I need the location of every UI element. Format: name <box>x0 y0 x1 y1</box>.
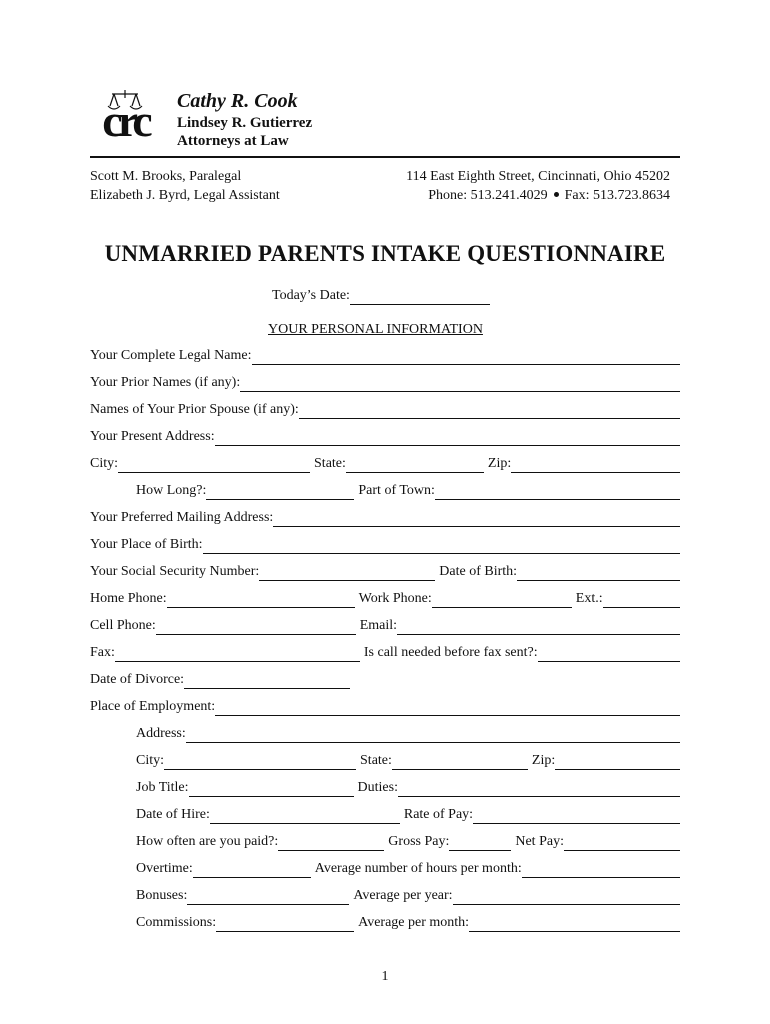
mailing-address-row <box>90 509 680 527</box>
email-field[interactable] <box>397 620 680 635</box>
overtime-label: Overtime: <box>136 861 193 876</box>
prior-spouse-row <box>90 401 680 419</box>
overtime-row <box>136 860 680 878</box>
overtime-field[interactable] <box>193 863 311 878</box>
ssn-dob-row <box>90 563 680 581</box>
how-long-row <box>136 482 680 500</box>
date-of-hire-field[interactable] <box>210 809 400 824</box>
avg-per-month-field[interactable] <box>469 917 680 932</box>
logo-letters: crc <box>102 95 148 144</box>
place-of-birth-field[interactable] <box>203 539 680 554</box>
office-contact <box>428 187 670 205</box>
employer-state-label: State: <box>360 753 392 768</box>
present-address-label: Your Present Address: <box>90 429 215 444</box>
staff-legal-assistant: Elizabeth J. Byrd, Legal Assistant <box>90 188 280 203</box>
place-of-employment-row <box>90 698 680 716</box>
todays-date-row <box>272 287 494 305</box>
prior-names-label: Your Prior Names (if any): <box>90 375 241 390</box>
employer-zip-label: Zip: <box>531 753 556 768</box>
staff-paralegal: Scott M. Brooks, Paralegal <box>90 169 242 184</box>
ssn-label: Your Social Security Number: <box>90 564 260 579</box>
part-of-town-field[interactable] <box>435 485 680 500</box>
bonuses-field[interactable] <box>187 890 349 905</box>
duties-field[interactable] <box>398 782 680 797</box>
employer-state-field[interactable] <box>392 755 528 770</box>
firm-logo <box>86 86 164 144</box>
cell-email-row <box>90 617 680 635</box>
firm-name: Cathy R. Cook <box>177 90 298 112</box>
employer-address-field[interactable] <box>186 728 680 743</box>
call-before-fax-label: Is call needed before fax sent?: <box>363 645 538 660</box>
office-address: 114 East Eighth Street, Cincinnati, Ohio 45202 <box>406 169 670 184</box>
place-of-employment-field[interactable] <box>215 701 680 716</box>
city-field[interactable] <box>118 458 310 473</box>
avg-per-month-label: Average per month: <box>358 915 470 930</box>
partner-name: Lindsey R. Gutierrez <box>177 115 313 131</box>
legal-name-label: Your Complete Legal Name: <box>90 348 252 363</box>
commissions-label: Commissions: <box>136 915 217 930</box>
date-of-birth-label: Date of Birth: <box>439 564 518 579</box>
prior-names-field[interactable] <box>240 377 680 392</box>
home-phone-label: Home Phone: <box>90 591 167 606</box>
how-long-label: How Long?: <box>136 483 207 498</box>
place-of-employment-label: Place of Employment: <box>90 699 216 714</box>
city-state-zip-row <box>90 455 680 473</box>
zip-label: Zip: <box>487 456 512 471</box>
office-fax: Fax: 513.723.8634 <box>564 188 670 203</box>
place-of-birth-row <box>90 536 680 554</box>
call-before-fax-field[interactable] <box>538 647 680 662</box>
form-title: UNMARRIED PARENTS INTAKE QUESTIONNAIRE <box>104 241 666 266</box>
prior-spouse-field[interactable] <box>299 404 680 419</box>
avg-hours-month-label: Average number of hours per month: <box>314 861 522 876</box>
phones-row <box>90 590 680 608</box>
pay-frequency-row <box>136 833 680 851</box>
todays-date-label: Today’s Date: <box>272 288 350 303</box>
page-number: 1 <box>381 969 389 984</box>
rate-of-pay-field[interactable] <box>473 809 680 824</box>
firm-tagline: Attorneys at Law <box>177 133 289 149</box>
date-of-birth-field[interactable] <box>517 566 680 581</box>
employer-city-label: City: <box>136 753 165 768</box>
avg-hours-month-field[interactable] <box>522 863 680 878</box>
net-pay-label: Net Pay: <box>515 834 564 849</box>
bullet-separator <box>554 192 559 197</box>
hire-rate-row <box>136 806 680 824</box>
date-of-hire-label: Date of Hire: <box>136 807 210 822</box>
legal-name-row <box>90 347 680 365</box>
state-field[interactable] <box>346 458 484 473</box>
date-of-divorce-row <box>90 671 380 689</box>
ext-label: Ext.: <box>575 591 603 606</box>
todays-date-field[interactable] <box>350 290 490 305</box>
how-often-paid-field[interactable] <box>278 836 384 851</box>
office-phone: Phone: 513.241.4029 <box>428 188 548 203</box>
home-phone-field[interactable] <box>167 593 355 608</box>
employer-city-field[interactable] <box>164 755 356 770</box>
how-long-field[interactable] <box>206 485 354 500</box>
employer-address-row <box>136 725 680 743</box>
employer-zip-field[interactable] <box>555 755 680 770</box>
avg-per-year-label: Average per year: <box>353 888 453 903</box>
city-label: City: <box>90 456 119 471</box>
bonuses-row <box>136 887 680 905</box>
avg-per-year-field[interactable] <box>453 890 680 905</box>
state-label: State: <box>314 456 346 471</box>
mailing-address-label: Your Preferred Mailing Address: <box>90 510 274 525</box>
fax-field[interactable] <box>115 647 360 662</box>
net-pay-field[interactable] <box>564 836 680 851</box>
gross-pay-field[interactable] <box>449 836 511 851</box>
gross-pay-label: Gross Pay: <box>388 834 450 849</box>
mailing-address-field[interactable] <box>273 512 680 527</box>
commissions-field[interactable] <box>216 917 354 932</box>
work-phone-field[interactable] <box>432 593 572 608</box>
prior-names-row <box>90 374 680 392</box>
email-label: Email: <box>359 618 398 633</box>
bonuses-label: Bonuses: <box>136 888 188 903</box>
section-heading-personal-info: YOUR PERSONAL INFORMATION <box>268 322 483 337</box>
cell-phone-label: Cell Phone: <box>90 618 156 633</box>
prior-spouse-label: Names of Your Prior Spouse (if any): <box>90 402 299 417</box>
legal-name-field[interactable] <box>252 350 681 365</box>
job-title-row <box>136 779 680 797</box>
present-address-row <box>90 428 680 446</box>
place-of-birth-label: Your Place of Birth: <box>90 537 203 552</box>
ssn-field[interactable] <box>259 566 435 581</box>
cell-phone-field[interactable] <box>156 620 356 635</box>
present-address-field[interactable] <box>215 431 680 446</box>
commissions-row <box>136 914 680 932</box>
date-of-divorce-label: Date of Divorce: <box>90 672 185 687</box>
date-of-divorce-field[interactable] <box>184 674 350 689</box>
rate-of-pay-label: Rate of Pay: <box>403 807 474 822</box>
job-title-field[interactable] <box>189 782 354 797</box>
work-phone-label: Work Phone: <box>358 591 432 606</box>
duties-label: Duties: <box>357 780 398 795</box>
fax-row <box>90 644 680 662</box>
zip-field[interactable] <box>511 458 680 473</box>
employer-city-state-zip-row <box>136 752 680 770</box>
part-of-town-label: Part of Town: <box>358 483 435 498</box>
how-often-paid-label: How often are you paid?: <box>136 834 279 849</box>
ext-field[interactable] <box>603 593 680 608</box>
letterhead-divider <box>90 156 680 158</box>
job-title-label: Job Title: <box>136 780 189 795</box>
fax-label: Fax: <box>90 645 115 660</box>
employer-address-label: Address: <box>136 726 186 741</box>
